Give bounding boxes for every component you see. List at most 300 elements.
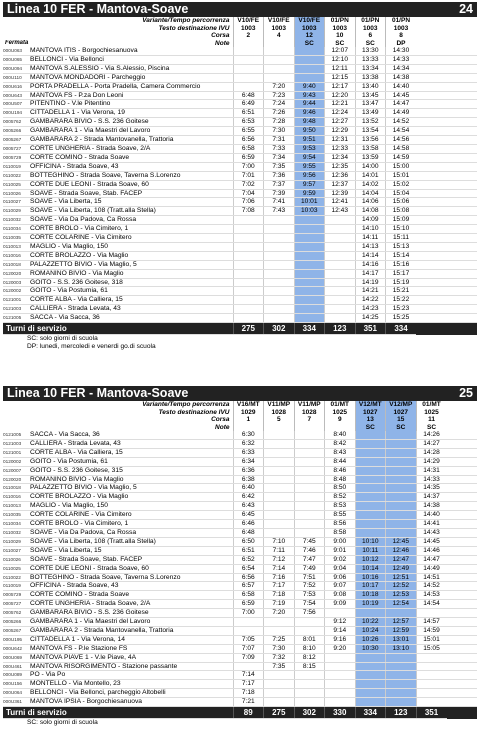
stop-cell	[3, 73, 233, 82]
time-cell: 7:10	[264, 537, 295, 546]
time-cell	[294, 475, 325, 484]
time-cell: 7:36	[264, 171, 295, 180]
turni-cell: 330	[325, 707, 356, 719]
stop-cell	[3, 47, 233, 55]
stop-name: BOTTEGHINO - Strada Soave, Taverna S.Lorenzo	[30, 573, 181, 581]
table-row	[3, 64, 477, 73]
time-cell: 7:41	[264, 198, 295, 207]
time-cell: 15:01	[386, 171, 417, 180]
spacer-cell	[447, 493, 478, 502]
header-variante-cell: 01/PN	[386, 17, 417, 25]
stop-name: CORTE COLARINE - Via Cimitero	[30, 234, 132, 242]
time-cell	[264, 64, 295, 73]
spacer-cell	[447, 582, 478, 591]
stop-code: 000U361	[3, 699, 23, 705]
time-cell	[386, 475, 417, 484]
time-cell	[325, 269, 356, 278]
time-cell: 7:37	[264, 180, 295, 189]
stop-name: CORTE ALBA - Via Calliera, 15	[30, 296, 123, 304]
stop-code: 0110026	[3, 556, 21, 562]
time-cell	[386, 653, 417, 662]
time-cell: 7:56	[294, 609, 325, 618]
stop-name: CORTE BROLO - Via Cimitero, 1	[30, 520, 129, 528]
time-cell: 7:23	[264, 91, 295, 100]
stop-code: 000U064	[3, 690, 23, 696]
time-cell: 15:04	[386, 189, 417, 198]
stop-cell	[3, 287, 233, 296]
header-ivu-cell: 1003	[325, 25, 356, 33]
stop-name: MANTOVA FS - P.za Don Leoni	[30, 91, 124, 99]
time-cell	[233, 234, 264, 243]
time-cell: 9:14	[325, 626, 356, 635]
time-cell: 15:06	[386, 198, 417, 207]
spacer-cell	[416, 287, 477, 296]
time-cell: 12:52	[386, 582, 417, 591]
time-cell	[355, 493, 386, 502]
stop-name: CORTE COLARINE - Via Cimitero	[30, 511, 132, 519]
spacer-cell	[447, 416, 478, 424]
table-row	[3, 296, 477, 305]
stop-name: OFFICINA - Strada Soave, 43	[30, 582, 119, 590]
stop-code: 0110013	[3, 243, 21, 249]
time-cell: 8:50	[325, 484, 356, 493]
table-row	[3, 466, 477, 475]
spacer-cell	[416, 82, 477, 91]
time-cell	[294, 457, 325, 466]
time-cell: 9:06	[325, 573, 356, 582]
table-row	[3, 242, 477, 251]
time-cell	[325, 216, 356, 225]
time-cell: 14:23	[355, 305, 386, 314]
header-ivu-cell: 1025	[416, 409, 447, 417]
header-label-corsa: Corsa	[211, 416, 230, 423]
turni-cell: 275	[264, 707, 295, 719]
time-cell: 7:25	[264, 635, 295, 644]
time-cell: 14:13	[355, 242, 386, 251]
stop-cell	[3, 582, 233, 591]
stop-cell	[3, 680, 233, 689]
time-cell: 14:45	[416, 537, 447, 546]
time-cell: 10:30	[355, 644, 386, 653]
stop-code: 0110034	[3, 226, 21, 232]
stop-code: 0110029	[3, 208, 21, 214]
note-line: SC: solo giorni di scuola	[27, 719, 98, 727]
time-cell: 14:14	[355, 251, 386, 260]
time-cell: 14:47	[386, 100, 417, 109]
time-cell: 9:04	[325, 564, 356, 573]
stop-cell	[3, 626, 233, 635]
table-row	[3, 198, 477, 207]
stop-code: 0121005	[3, 432, 22, 437]
header-ivu-cell: 1003	[264, 25, 295, 33]
notes-25	[3, 719, 477, 727]
turni-cell: 334	[294, 323, 325, 335]
stop-name: SOAVE - Via Da Padova, Ca Rossa	[30, 216, 137, 224]
table-row	[3, 502, 477, 511]
time-cell: 7:26	[264, 109, 295, 118]
header-note-cell: DP	[386, 40, 417, 48]
time-cell: 12:34	[325, 153, 356, 162]
stop-code: 0110035	[3, 235, 21, 241]
header-note-cell	[325, 424, 356, 432]
time-cell: 14:57	[416, 618, 447, 627]
stop-name: CORTE UNGHERIA - Strada Soave, 2/A	[30, 144, 151, 152]
time-cell: 12:41	[325, 198, 356, 207]
note-label: Note	[215, 39, 230, 47]
stop-name: PITENTINO - V.le Pitentino	[30, 100, 111, 108]
time-cell	[294, 689, 325, 698]
spacer-cell	[447, 475, 478, 484]
spacer-cell	[416, 171, 477, 180]
time-cell	[264, 225, 295, 234]
stop-name: MANTOVA RISORGIMENTO - Stazione passante	[30, 662, 178, 670]
stop-cell	[3, 55, 233, 64]
time-cell: 6:49	[233, 100, 264, 109]
stop-code: 0110018	[3, 261, 21, 267]
time-cell: 8:15	[294, 662, 325, 671]
spacer-cell	[447, 618, 478, 627]
time-cell: 13:54	[355, 127, 386, 136]
time-cell	[386, 689, 417, 698]
time-cell: 14:41	[416, 520, 447, 529]
time-cell: 6:42	[233, 493, 264, 502]
time-cell	[264, 287, 295, 296]
time-cell	[355, 689, 386, 698]
time-cell: 14:53	[416, 591, 447, 600]
spacer-cell	[416, 162, 477, 171]
stop-code: 0121001	[3, 449, 22, 455]
time-cell	[416, 698, 447, 707]
time-cell: 14:02	[355, 180, 386, 189]
stop-cell	[3, 671, 233, 680]
time-cell: 12:59	[386, 626, 417, 635]
time-cell: 14:17	[355, 269, 386, 278]
header-variante-cell: V10/FE	[264, 17, 295, 25]
table-row	[3, 162, 477, 171]
stop-cell	[3, 278, 233, 287]
time-cell: 10:17	[355, 582, 386, 591]
time-cell: 9:20	[325, 644, 356, 653]
time-cell: 13:56	[355, 136, 386, 145]
time-cell	[264, 698, 295, 707]
time-cell	[233, 618, 264, 627]
stop-name: MANTOVA S.ALESSIO - Via S.Alessio, Piscina	[30, 64, 170, 72]
spacer-cell	[416, 153, 477, 162]
time-cell	[386, 662, 417, 671]
time-cell	[355, 609, 386, 618]
stop-code: 0121003	[3, 440, 22, 446]
time-cell	[294, 287, 325, 296]
stop-cell	[3, 662, 233, 671]
table-row	[3, 305, 477, 314]
stop-cell	[3, 591, 233, 600]
time-cell	[264, 242, 295, 251]
stop-code: 0110022	[3, 172, 21, 178]
stop-cell	[3, 439, 233, 448]
table-row	[3, 73, 477, 82]
spacer-cell	[416, 305, 477, 314]
stop-name: MANTOVA FS - P.le Stazione FS	[30, 644, 128, 652]
time-cell: 7:32	[264, 653, 295, 662]
stop-code: 0005727	[3, 145, 22, 151]
time-cell: 13:33	[355, 55, 386, 64]
spacer-cell	[416, 314, 477, 323]
timetable-24	[3, 17, 477, 335]
time-cell	[325, 225, 356, 234]
stop-code: 0110019	[3, 163, 21, 169]
table-row	[3, 100, 477, 109]
page-title: Linea 10 FER - Mantova-Soave	[7, 386, 189, 400]
stop-name: ROMANINO BIVIO - Via Maglio	[30, 269, 124, 277]
stop-cell	[3, 457, 233, 466]
stop-code: 0005727	[3, 601, 22, 607]
time-cell	[355, 520, 386, 529]
time-cell: 7:14	[233, 671, 264, 680]
fermata-label: Fermata	[5, 39, 29, 46]
stop-name: SOAVE - Via Liberta, 15	[30, 546, 102, 554]
spacer-cell	[447, 466, 478, 475]
table-row	[3, 153, 477, 162]
time-cell: 15:19	[386, 278, 417, 287]
time-cell: 12:15	[325, 73, 356, 82]
stop-name: GOITO - S.S. 236 Goitese, 318	[30, 278, 123, 286]
stop-code: 000U461	[3, 663, 23, 669]
time-cell: 14:16	[355, 260, 386, 269]
spacer-cell	[447, 707, 478, 719]
time-cell: 14:40	[386, 82, 417, 91]
time-cell: 7:17	[264, 582, 295, 591]
table-row	[3, 144, 477, 153]
spacer-cell	[447, 671, 478, 680]
time-cell	[294, 55, 325, 64]
time-cell: 10:18	[355, 591, 386, 600]
spacer-cell	[447, 546, 478, 555]
time-cell: 6:58	[233, 144, 264, 153]
time-cell	[355, 466, 386, 475]
stop-code: 0120020	[3, 476, 22, 482]
spacer-cell	[416, 32, 477, 40]
time-cell: 14:19	[355, 278, 386, 287]
table-row	[3, 216, 477, 225]
time-cell: 9:51	[294, 136, 325, 145]
table-row	[3, 109, 477, 118]
stop-cell	[3, 618, 233, 627]
time-cell	[264, 73, 295, 82]
time-cell: 14:04	[355, 189, 386, 198]
time-cell	[264, 618, 295, 627]
header-corsa-cell: 1	[233, 416, 264, 424]
header-row-variante	[3, 17, 477, 25]
spacer-cell	[416, 109, 477, 118]
time-cell: 6:40	[233, 484, 264, 493]
stop-name: MAGLIO - Via Maglio, 150	[30, 242, 108, 250]
time-cell: 10:16	[355, 573, 386, 582]
time-cell	[294, 225, 325, 234]
table-row	[3, 136, 477, 145]
time-cell: 14:54	[386, 127, 417, 136]
time-cell: 13:47	[355, 100, 386, 109]
time-cell: 14:29	[416, 457, 447, 466]
time-cell	[325, 698, 356, 707]
spacer-cell	[416, 269, 477, 278]
time-cell: 7:53	[294, 591, 325, 600]
time-cell	[325, 260, 356, 269]
spacer-cell	[447, 600, 478, 609]
time-cell	[264, 484, 295, 493]
time-cell: 8:53	[325, 502, 356, 511]
time-cell: 14:33	[386, 55, 417, 64]
time-cell: 14:56	[386, 136, 417, 145]
time-cell	[233, 296, 264, 305]
time-cell: 7:33	[264, 144, 295, 153]
time-cell: 7:24	[264, 100, 295, 109]
time-cell: 7:12	[264, 555, 295, 564]
time-cell: 13:40	[355, 82, 386, 91]
stop-cell	[3, 198, 233, 207]
time-cell	[294, 305, 325, 314]
time-cell: 14:09	[355, 216, 386, 225]
stop-name: CORTE UNGHERIA - Strada Soave, 2/A	[30, 600, 151, 608]
table-row	[3, 528, 477, 537]
time-cell: 12:10	[325, 55, 356, 64]
time-cell: 13:52	[355, 118, 386, 127]
stop-name: GAMBARARA BIVIO - S.S. 236 Goitese	[30, 118, 149, 126]
time-cell	[264, 269, 295, 278]
stop-code: 000U156	[3, 681, 23, 687]
table-row	[3, 555, 477, 564]
spacer-cell	[447, 626, 478, 635]
time-cell: 6:56	[233, 136, 264, 145]
time-cell: 7:19	[264, 600, 295, 609]
stop-code: 0110016	[3, 252, 21, 258]
time-cell	[264, 493, 295, 502]
stop-name: ROMANINO BIVIO - Via Maglio	[30, 475, 124, 483]
time-cell: 9:08	[325, 591, 356, 600]
header-note-cell	[264, 424, 295, 432]
table-row	[3, 475, 477, 484]
stop-name: CITTADELLA 1 - Via Verona, 14	[30, 635, 125, 643]
time-cell	[386, 439, 417, 448]
time-cell: 14:49	[416, 564, 447, 573]
stop-code: 000U089	[3, 672, 23, 678]
stop-name: SOAVE - Via Liberta, 108 (Tratt.alla Stella)	[30, 207, 156, 215]
spacer-cell	[447, 457, 478, 466]
spacer-cell	[416, 225, 477, 234]
stop-code: 0005729	[3, 154, 22, 160]
time-cell	[233, 287, 264, 296]
spacer-cell	[447, 644, 478, 653]
time-cell: 15:25	[386, 314, 417, 323]
header-note-cell: SC	[386, 424, 417, 432]
time-cell: 7:39	[264, 189, 295, 198]
time-cell: 7:21	[233, 698, 264, 707]
stop-cell	[3, 520, 233, 529]
time-cell	[233, 55, 264, 64]
stop-code: 0005762	[3, 610, 22, 616]
time-cell	[233, 216, 264, 225]
time-cell	[355, 671, 386, 680]
stop-code: 000U616	[3, 83, 23, 89]
time-cell: 9:55	[294, 162, 325, 171]
time-cell: 7:01	[233, 171, 264, 180]
time-cell: 15:01	[416, 635, 447, 644]
table-row	[3, 662, 477, 671]
stop-code: 0110019	[3, 583, 21, 589]
time-cell: 10:26	[355, 635, 386, 644]
time-cell	[264, 439, 295, 448]
spacer-cell	[416, 189, 477, 198]
stop-name: CALLIERA - Strada Levata, 43	[30, 305, 121, 313]
spacer-cell	[416, 323, 477, 335]
stop-code: 000U065	[3, 56, 23, 62]
time-cell: 9:56	[294, 171, 325, 180]
time-cell	[264, 55, 295, 64]
table-row	[3, 47, 477, 55]
turni-cell: 351	[416, 707, 447, 719]
header-corsa-cell: 7	[294, 416, 325, 424]
time-cell: 14:10	[355, 225, 386, 234]
stop-code: 0110013	[3, 503, 21, 509]
time-cell: 14:37	[416, 493, 447, 502]
time-cell: 14:51	[416, 573, 447, 582]
spacer-cell	[416, 47, 477, 55]
time-cell: 7:34	[264, 153, 295, 162]
table-row	[3, 55, 477, 64]
time-cell: 7:20	[264, 609, 295, 618]
time-cell: 10:24	[355, 626, 386, 635]
time-cell	[355, 502, 386, 511]
stop-code: 0110016	[3, 494, 21, 500]
time-cell: 13:10	[386, 644, 417, 653]
header-row-note	[3, 40, 477, 48]
time-cell	[294, 626, 325, 635]
time-cell	[264, 457, 295, 466]
time-cell: 14:31	[416, 466, 447, 475]
header-corsa-cell: 5	[264, 416, 295, 424]
time-cell: 6:33	[233, 448, 264, 457]
time-cell: 7:06	[233, 198, 264, 207]
time-cell: 14:33	[416, 475, 447, 484]
stop-code: 0110032	[3, 529, 21, 535]
stop-name: MONTELLO - Via Montello, 23	[30, 680, 121, 688]
time-cell	[294, 493, 325, 502]
stop-cell	[3, 564, 233, 573]
time-cell: 7:09	[233, 653, 264, 662]
time-cell: 6:43	[233, 502, 264, 511]
stop-name: GAMBARARA 2 - Strada Mantovanella, Trattoria	[30, 626, 174, 634]
table-row	[3, 511, 477, 520]
time-cell	[386, 698, 417, 707]
turni-row	[3, 323, 477, 335]
time-cell	[264, 216, 295, 225]
time-cell: 10:22	[355, 618, 386, 627]
time-cell: 14:26	[416, 431, 447, 439]
time-cell: 7:30	[264, 644, 295, 653]
time-cell: 9:16	[325, 635, 356, 644]
time-cell	[386, 528, 417, 537]
time-cell: 14:47	[416, 555, 447, 564]
header-row-note	[3, 424, 477, 432]
time-cell: 14:46	[416, 546, 447, 555]
header-corsa-cell: 8	[386, 32, 417, 40]
stop-code: 0110034	[3, 521, 21, 527]
time-cell: 9:46	[294, 109, 325, 118]
time-cell	[294, 448, 325, 457]
header-variante-cell: V16/MT	[233, 401, 264, 409]
stop-cell	[3, 64, 233, 73]
time-cell	[264, 251, 295, 260]
stop-cell	[3, 502, 233, 511]
